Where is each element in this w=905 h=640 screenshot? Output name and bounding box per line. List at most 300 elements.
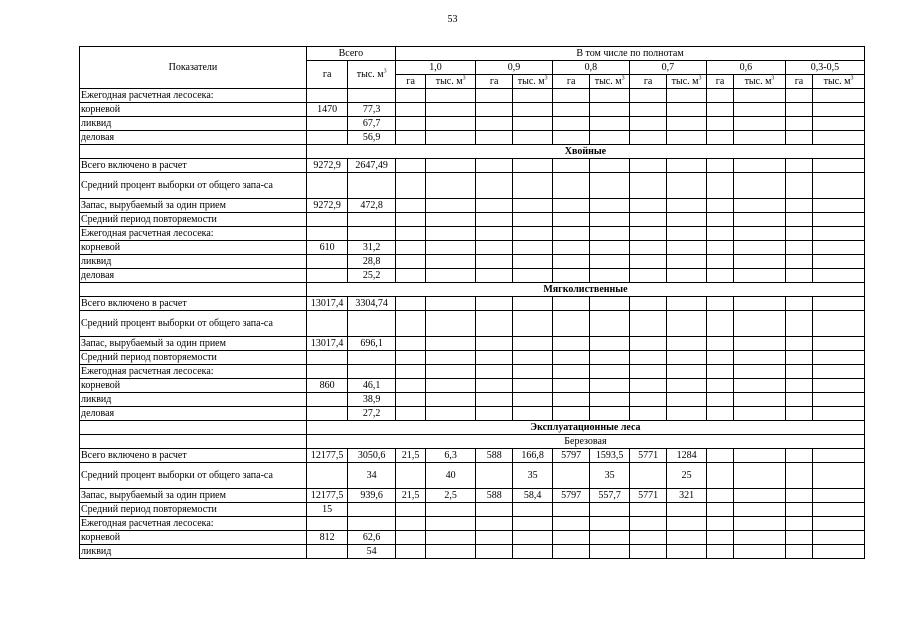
density-ha-cell	[629, 407, 666, 421]
volume-unit-label: тыс. м	[517, 75, 545, 87]
density-volume-cell	[590, 255, 629, 269]
total-ha-cell	[306, 351, 348, 365]
total-volume-cell: 2647,49	[348, 159, 396, 173]
density-ha-cell	[552, 463, 589, 489]
density-volume-cell	[813, 449, 865, 463]
density-ha-cell	[475, 297, 512, 311]
density-ha-cell	[395, 379, 425, 393]
density-volume-cell	[426, 365, 476, 379]
density-volume-cell: 1593,5	[590, 449, 629, 463]
density-volume-cell	[734, 463, 786, 489]
volume-unit-exponent: 3	[462, 75, 466, 82]
table-row	[80, 463, 865, 489]
density-ha-cell	[706, 269, 733, 283]
subsection-heading: Березовая	[306, 435, 864, 449]
total-volume-cell: 77,3	[348, 103, 396, 117]
density-ha-cell	[629, 89, 666, 103]
density-ha-cell	[475, 379, 512, 393]
density-ha-cell	[552, 517, 589, 531]
density-volume-cell	[513, 365, 552, 379]
total-ha-cell	[306, 393, 348, 407]
density-ha-cell	[706, 449, 733, 463]
density-volume-cell	[813, 227, 865, 241]
volume-unit-exponent: 3	[850, 75, 854, 82]
table-row	[80, 545, 865, 559]
density-volume-cell	[426, 117, 476, 131]
density-volume-cell	[426, 545, 476, 559]
density-ha-cell	[785, 103, 812, 117]
density-ha-cell	[785, 365, 812, 379]
density-ha-cell	[706, 379, 733, 393]
density-ha-cell	[475, 241, 512, 255]
table-header	[80, 47, 865, 89]
density-ha-cell	[706, 489, 733, 503]
table-row	[80, 131, 865, 145]
density-ha-cell	[629, 241, 666, 255]
total-ha-cell	[306, 545, 348, 559]
density-ha-cell	[552, 241, 589, 255]
table-row	[80, 517, 865, 531]
density-volume-cell	[813, 255, 865, 269]
density-ha-cell	[395, 173, 425, 199]
density-volume-cell	[734, 159, 786, 173]
density-ha-cell	[629, 199, 666, 213]
density-ha-cell	[785, 241, 812, 255]
total-volume-cell	[348, 517, 396, 531]
density-ha-cell	[785, 351, 812, 365]
density-volume-cell	[590, 365, 629, 379]
total-ha-cell: 13017,4	[306, 337, 348, 351]
density-volume-cell	[513, 227, 552, 241]
density-ha-cell	[395, 199, 425, 213]
density-volume-cell	[734, 269, 786, 283]
density-ha-cell	[552, 365, 589, 379]
total-ha-cell	[306, 463, 348, 489]
density-ha-cell	[475, 173, 512, 199]
density-ha-cell	[706, 337, 733, 351]
table-row	[80, 145, 865, 159]
total-volume-cell	[348, 213, 396, 227]
section-heading: Мягколиственные	[306, 283, 864, 297]
volume-unit-label: тыс. м	[435, 75, 463, 87]
density-volume-cell	[734, 311, 786, 337]
row-label: деловая	[80, 269, 307, 283]
density-ha-cell	[552, 351, 589, 365]
row-label-empty	[80, 283, 307, 297]
density-ha-cell	[475, 199, 512, 213]
density-volume-cell	[513, 517, 552, 531]
density-ha-cell	[552, 227, 589, 241]
density-ha-cell	[629, 379, 666, 393]
density-volume-cell	[667, 365, 706, 379]
header-density-volume	[590, 75, 629, 89]
density-volume-cell	[426, 227, 476, 241]
total-volume-cell	[348, 311, 396, 337]
density-ha-cell: 5771	[629, 489, 666, 503]
density-ha-cell	[395, 393, 425, 407]
density-ha-cell: 5797	[552, 449, 589, 463]
density-volume-cell	[513, 89, 552, 103]
density-ha-cell	[706, 503, 733, 517]
header-density: 1,0	[395, 61, 475, 75]
table-row	[80, 489, 865, 503]
density-volume-cell	[590, 199, 629, 213]
density-ha-cell	[785, 213, 812, 227]
header-by-density: В том числе по полнотам	[395, 47, 864, 61]
density-volume-cell	[734, 213, 786, 227]
row-label: ликвид	[80, 117, 307, 131]
density-volume-cell	[426, 131, 476, 145]
table-row	[80, 379, 865, 393]
density-volume-cell	[813, 173, 865, 199]
density-volume-cell	[513, 269, 552, 283]
total-volume-cell	[348, 227, 396, 241]
density-ha-cell	[629, 517, 666, 531]
density-ha-cell	[706, 463, 733, 489]
density-volume-cell	[667, 227, 706, 241]
density-volume-cell	[813, 503, 865, 517]
density-volume-cell	[813, 379, 865, 393]
table-row	[80, 269, 865, 283]
density-volume-cell	[513, 173, 552, 199]
density-volume-cell	[667, 255, 706, 269]
density-volume-cell	[734, 365, 786, 379]
header-density-volume	[734, 75, 786, 89]
density-volume-cell	[667, 89, 706, 103]
density-ha-cell	[706, 351, 733, 365]
density-ha-cell	[395, 337, 425, 351]
density-volume-cell	[426, 351, 476, 365]
density-volume-cell	[813, 407, 865, 421]
total-volume-cell: 34	[348, 463, 396, 489]
header-density-ha: га	[629, 75, 666, 89]
density-volume-cell	[426, 159, 476, 173]
density-ha-cell	[552, 407, 589, 421]
density-volume-cell	[813, 489, 865, 503]
density-volume-cell	[513, 311, 552, 337]
header-density-volume	[813, 75, 865, 89]
table-row	[80, 503, 865, 517]
row-label: Средний период повторяемости	[80, 351, 307, 365]
header-density-volume	[426, 75, 476, 89]
density-volume-cell	[590, 379, 629, 393]
table-body	[80, 89, 865, 559]
density-ha-cell	[475, 463, 512, 489]
density-ha-cell	[785, 297, 812, 311]
density-volume-cell	[590, 311, 629, 337]
density-volume-cell	[667, 131, 706, 145]
density-ha-cell	[475, 311, 512, 337]
density-ha-cell	[395, 463, 425, 489]
total-ha-cell: 860	[306, 379, 348, 393]
density-ha-cell	[785, 531, 812, 545]
row-label: ликвид	[80, 255, 307, 269]
table-row	[80, 103, 865, 117]
density-ha-cell	[629, 297, 666, 311]
density-volume-cell	[813, 269, 865, 283]
total-volume-cell: 3304,74	[348, 297, 396, 311]
density-volume-cell	[734, 545, 786, 559]
total-ha-cell: 812	[306, 531, 348, 545]
density-ha-cell	[475, 503, 512, 517]
density-volume-cell	[426, 379, 476, 393]
density-ha-cell	[475, 213, 512, 227]
density-volume-cell: 40	[426, 463, 476, 489]
total-ha-cell	[306, 131, 348, 145]
density-ha-cell	[475, 531, 512, 545]
density-volume-cell: 1284	[667, 449, 706, 463]
total-ha-cell	[306, 311, 348, 337]
density-volume-cell	[513, 503, 552, 517]
density-volume-cell	[813, 199, 865, 213]
density-volume-cell	[513, 545, 552, 559]
density-ha-cell	[475, 337, 512, 351]
density-volume-cell	[590, 531, 629, 545]
total-volume-cell: 46,1	[348, 379, 396, 393]
density-ha-cell	[785, 393, 812, 407]
total-volume-cell	[348, 89, 396, 103]
density-ha-cell	[706, 213, 733, 227]
density-volume-cell: 35	[590, 463, 629, 489]
density-ha-cell	[395, 89, 425, 103]
total-volume-cell: 31,2	[348, 241, 396, 255]
density-volume-cell	[513, 103, 552, 117]
density-ha-cell	[552, 503, 589, 517]
total-ha-cell: 610	[306, 241, 348, 255]
density-ha-cell	[629, 351, 666, 365]
density-volume-cell	[813, 463, 865, 489]
density-ha-cell	[395, 227, 425, 241]
density-volume-cell	[667, 213, 706, 227]
total-ha-cell	[306, 517, 348, 531]
density-volume-cell	[667, 103, 706, 117]
density-ha-cell	[785, 131, 812, 145]
header-density-ha: га	[475, 75, 512, 89]
density-volume-cell	[590, 517, 629, 531]
density-volume-cell	[590, 269, 629, 283]
density-ha-cell	[552, 131, 589, 145]
total-volume-cell	[348, 365, 396, 379]
header-density: 0,8	[552, 61, 629, 75]
density-volume-cell	[426, 297, 476, 311]
density-volume-cell	[813, 545, 865, 559]
density-volume-cell	[667, 117, 706, 131]
density-ha-cell	[785, 503, 812, 517]
density-ha-cell	[629, 393, 666, 407]
density-volume-cell	[667, 241, 706, 255]
table-row	[80, 255, 865, 269]
density-volume-cell	[734, 89, 786, 103]
density-ha-cell	[552, 393, 589, 407]
density-volume-cell	[734, 199, 786, 213]
density-ha-cell	[552, 255, 589, 269]
density-volume-cell	[590, 159, 629, 173]
row-label: Средний процент выборки от общего запа-са	[80, 173, 307, 199]
density-volume-cell	[734, 227, 786, 241]
density-volume-cell	[426, 173, 476, 199]
row-label: ликвид	[80, 545, 307, 559]
density-ha-cell	[629, 159, 666, 173]
density-volume-cell: 25	[667, 463, 706, 489]
density-volume-cell	[590, 351, 629, 365]
table-row	[80, 297, 865, 311]
total-ha-cell	[306, 407, 348, 421]
density-ha-cell	[706, 255, 733, 269]
density-ha-cell	[395, 103, 425, 117]
density-volume-cell	[813, 311, 865, 337]
density-ha-cell	[785, 407, 812, 421]
density-ha-cell	[552, 545, 589, 559]
density-ha-cell	[552, 213, 589, 227]
density-volume-cell	[813, 337, 865, 351]
density-ha-cell	[395, 503, 425, 517]
row-label: Всего включено в расчет	[80, 297, 307, 311]
total-ha-cell	[306, 117, 348, 131]
density-volume-cell	[590, 117, 629, 131]
table-row	[80, 337, 865, 351]
density-ha-cell	[629, 463, 666, 489]
table-row	[80, 173, 865, 199]
density-volume-cell	[667, 159, 706, 173]
density-volume-cell	[426, 213, 476, 227]
density-volume-cell: 58,4	[513, 489, 552, 503]
table-row	[80, 351, 865, 365]
density-ha-cell	[552, 531, 589, 545]
density-volume-cell	[513, 531, 552, 545]
density-ha-cell	[395, 407, 425, 421]
volume-unit-label: тыс. м	[671, 75, 699, 87]
density-ha-cell	[785, 311, 812, 337]
volume-unit-exponent: 3	[544, 75, 548, 82]
table-row	[80, 311, 865, 337]
density-ha-cell	[552, 103, 589, 117]
density-volume-cell	[734, 131, 786, 145]
density-ha-cell	[395, 269, 425, 283]
density-ha-cell	[706, 103, 733, 117]
density-volume-cell	[590, 503, 629, 517]
density-ha-cell	[629, 531, 666, 545]
total-volume-cell: 54	[348, 545, 396, 559]
row-label: корневой	[80, 103, 307, 117]
row-label: Ежегодная расчетная лесосека:	[80, 517, 307, 531]
density-ha-cell	[475, 269, 512, 283]
density-ha-cell	[706, 517, 733, 531]
density-volume-cell	[734, 255, 786, 269]
row-label: корневой	[80, 531, 307, 545]
table-row	[80, 407, 865, 421]
row-label: Средний период повторяемости	[80, 503, 307, 517]
density-ha-cell	[629, 103, 666, 117]
total-volume-cell: 25,2	[348, 269, 396, 283]
volume-unit-label: тыс. м	[594, 75, 622, 87]
density-ha-cell	[706, 365, 733, 379]
density-ha-cell	[785, 227, 812, 241]
density-volume-cell: 2,5	[426, 489, 476, 503]
density-volume-cell	[667, 311, 706, 337]
density-ha-cell	[629, 311, 666, 337]
density-volume-cell	[734, 449, 786, 463]
table-row	[80, 199, 865, 213]
density-volume-cell	[734, 379, 786, 393]
header-row-1	[80, 47, 865, 61]
density-volume-cell	[734, 489, 786, 503]
density-ha-cell: 588	[475, 449, 512, 463]
density-volume-cell	[590, 103, 629, 117]
table-row	[80, 89, 865, 103]
header-density: 0,6	[706, 61, 785, 75]
total-volume-cell	[348, 351, 396, 365]
density-volume-cell	[426, 241, 476, 255]
density-volume-cell	[590, 173, 629, 199]
table-row	[80, 159, 865, 173]
row-label-empty	[80, 421, 307, 435]
density-volume-cell	[590, 545, 629, 559]
density-volume-cell	[590, 227, 629, 241]
density-ha-cell	[785, 159, 812, 173]
density-ha-cell	[629, 545, 666, 559]
density-volume-cell	[813, 131, 865, 145]
density-ha-cell	[785, 173, 812, 199]
total-ha-cell	[306, 213, 348, 227]
density-volume-cell	[590, 131, 629, 145]
density-ha-cell	[785, 255, 812, 269]
table-row	[80, 393, 865, 407]
total-ha-cell	[306, 227, 348, 241]
row-label: деловая	[80, 407, 307, 421]
table-row	[80, 213, 865, 227]
density-volume-cell	[667, 173, 706, 199]
density-ha-cell	[475, 131, 512, 145]
volume-unit-exponent: 3	[698, 75, 702, 82]
density-ha-cell	[785, 117, 812, 131]
row-label: Средний процент выборки от общего запа-са	[80, 463, 307, 489]
header-density-ha: га	[552, 75, 589, 89]
density-volume-cell: 321	[667, 489, 706, 503]
density-ha-cell	[785, 489, 812, 503]
header-total-volume	[348, 61, 396, 89]
density-volume-cell	[667, 379, 706, 393]
density-ha-cell	[629, 213, 666, 227]
density-volume-cell	[734, 351, 786, 365]
density-ha-cell	[785, 199, 812, 213]
density-ha-cell	[706, 199, 733, 213]
total-ha-cell	[306, 255, 348, 269]
density-volume-cell	[590, 241, 629, 255]
density-volume-cell	[813, 241, 865, 255]
density-ha-cell	[706, 173, 733, 199]
density-volume-cell	[513, 297, 552, 311]
density-ha-cell	[395, 531, 425, 545]
density-ha-cell	[552, 117, 589, 131]
row-label-empty	[80, 435, 307, 449]
density-ha-cell	[706, 89, 733, 103]
density-volume-cell	[667, 503, 706, 517]
density-volume-cell	[734, 241, 786, 255]
density-volume-cell	[734, 531, 786, 545]
density-ha-cell	[785, 545, 812, 559]
density-ha-cell	[629, 131, 666, 145]
density-ha-cell	[475, 159, 512, 173]
density-ha-cell	[552, 337, 589, 351]
density-volume-cell	[813, 365, 865, 379]
density-ha-cell	[785, 517, 812, 531]
density-volume-cell	[426, 311, 476, 337]
density-volume-cell: 557,7	[590, 489, 629, 503]
density-volume-cell	[734, 517, 786, 531]
total-volume-cell	[348, 173, 396, 199]
density-volume-cell	[513, 117, 552, 131]
density-volume-cell	[813, 89, 865, 103]
